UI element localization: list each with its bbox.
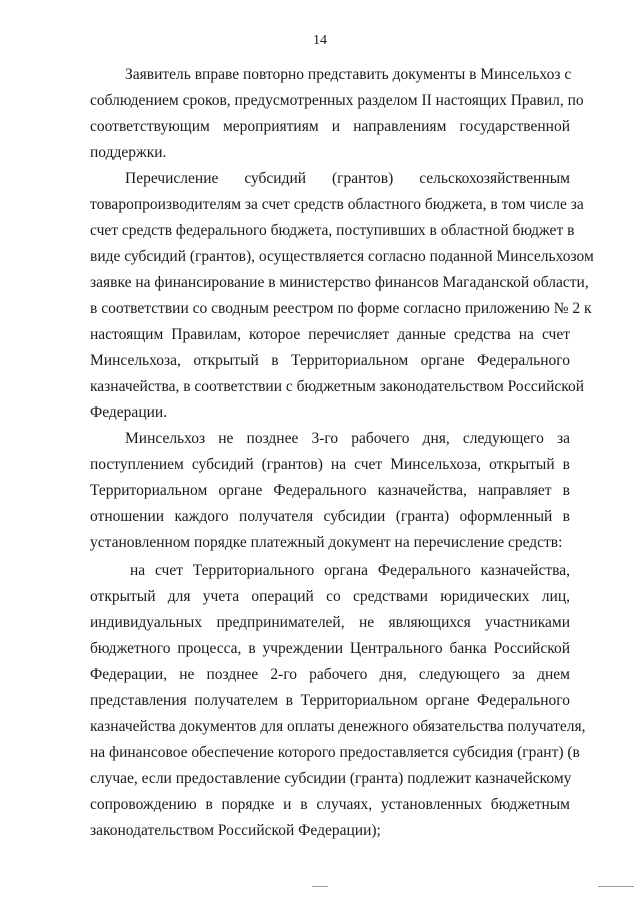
paragraph-3-line-2: поступлением субсидий (грантов) на счет Минсельхоза, открытый в bbox=[90, 456, 570, 473]
paragraph-2-line-5: заявке на финансирование в министерство финансов Магаданской области, bbox=[90, 274, 589, 291]
paragraph-3-line-5: установленном порядке платежный документ на перечисление средств: bbox=[90, 534, 563, 551]
scan-mark-left bbox=[312, 886, 328, 887]
paragraph-2-line-2: товаропроизводителям за счет средств областного бюджета, в том числе за bbox=[90, 196, 584, 213]
paragraph-4-line-10: сопровождению в порядке и в случаях, установленных бюджетным bbox=[90, 796, 570, 813]
paragraph-2-line-3: счет средств федерального бюджета, поступивших в областной бюджет в bbox=[90, 222, 575, 239]
paragraph-4-line-6: представления получателем в Территориальном органе Федерального bbox=[90, 692, 570, 709]
paragraph-2-line-8: Минсельхоза, открытый в Территориальном органе Федерального bbox=[90, 352, 570, 369]
paragraph-2-line-7: настоящим Правилам, которое перечисляет данные средства на счет bbox=[90, 326, 570, 343]
paragraph-4-line-1: на счет Территориального органа Федерального казначейства, bbox=[130, 562, 570, 579]
paragraph-2-line-4: виде субсидий (грантов), осуществляется согласно поданной Минсельхозом bbox=[90, 248, 594, 265]
paragraph-2-line-1: Перечисление субсидий (грантов) сельскохозяйственным bbox=[125, 170, 570, 187]
paragraph-1-line-4: поддержки. bbox=[90, 144, 167, 161]
paragraph-1-line-3: соответствующим мероприятиям и направлениям государственной bbox=[90, 118, 570, 135]
page-number: 14 bbox=[313, 33, 327, 48]
paragraph-4-line-4: бюджетного процесса, в учреждении Центрального банка Российской bbox=[90, 640, 570, 657]
paragraph-3-line-4: отношении каждого получателя субсидии (гранта) оформленный в bbox=[90, 508, 570, 525]
paragraph-4-line-2: открытый для учета операций со средствами юридических лиц, bbox=[90, 588, 570, 605]
paragraph-4-line-8: на финансовое обеспечение которого предоставляется субсидия (грант) (в bbox=[90, 744, 580, 761]
paragraph-2-line-9: казначейства, в соответствии с бюджетным законодательством Российской bbox=[90, 378, 585, 395]
paragraph-1-line-1: Заявитель вправе повторно представить документы в Минсельхоз с bbox=[125, 66, 572, 83]
paragraph-2-line-6: в соответствии со сводным реестром по форме согласно приложению № 2 к bbox=[90, 300, 592, 317]
paragraph-4-line-3: индивидуальных предпринимателей, не являющихся участниками bbox=[90, 614, 570, 631]
scan-mark-right bbox=[598, 886, 634, 887]
paragraph-4-line-5: Федерации, не позднее 2-го рабочего дня, следующего за днем bbox=[90, 666, 570, 683]
paragraph-4-line-11: законодательством Российской Федерации); bbox=[90, 822, 381, 839]
paragraph-3-line-3: Территориальном органе Федерального казначейства, направляет в bbox=[90, 482, 570, 499]
paragraph-4-line-7: казначейства документов для оплаты денежного обязательства получателя, bbox=[90, 718, 586, 735]
paragraph-4-line-9: случае, если предоставление субсидии (гранта) подлежит казначейскому bbox=[90, 770, 572, 787]
paragraph-3-line-1: Минсельхоз не позднее 3-го рабочего дня, следующего за bbox=[125, 430, 570, 447]
paragraph-1-line-2: соблюдением сроков, предусмотренных разделом II настоящих Правил, по bbox=[90, 92, 584, 109]
paragraph-2-line-10: Федерации. bbox=[90, 404, 168, 421]
